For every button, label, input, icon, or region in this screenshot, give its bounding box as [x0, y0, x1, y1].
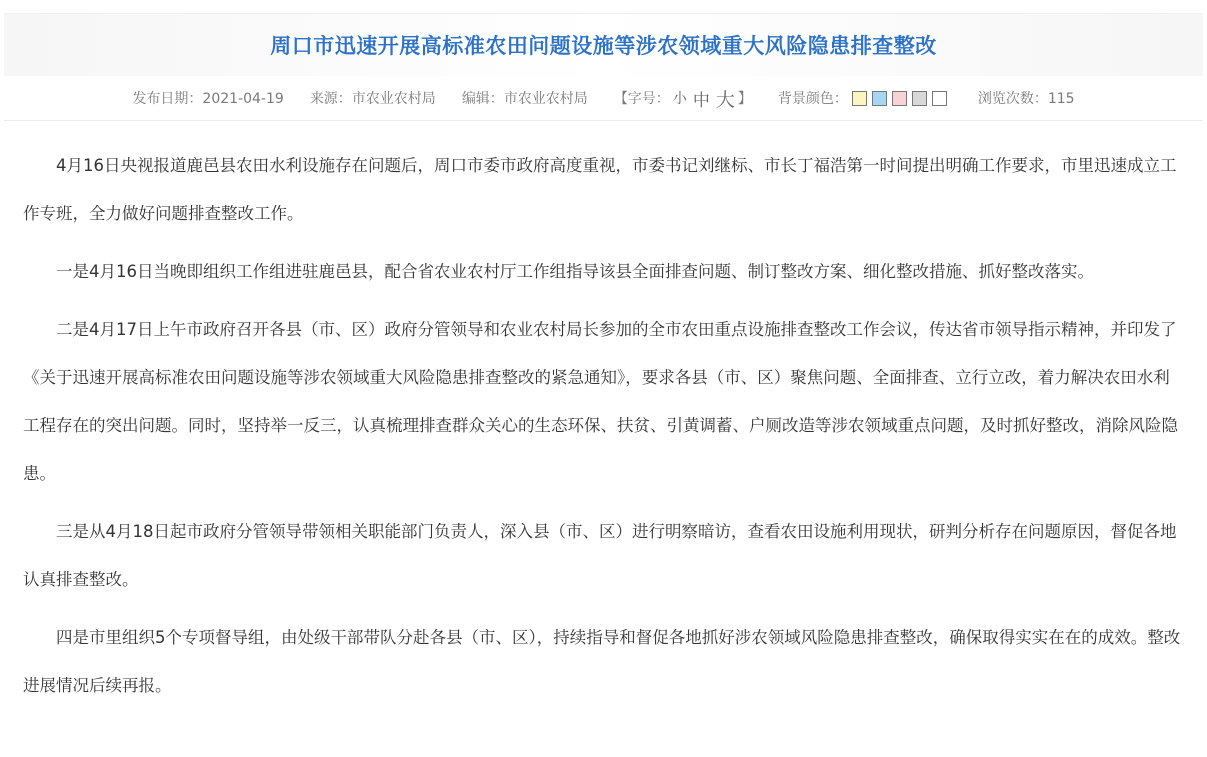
font-size-label-open: 【字号： [613, 91, 670, 107]
paragraph: 4月16日央视报道鹿邑县农田水利设施存在问题后，周口市委市政府高度重视，市委书记刘继标、市长丁福浩第一时间提出明确工作要求，市里迅速成立工作专班，全力做好问题排查整改工作。 [23, 156, 1177, 223]
bg-swatch-gray[interactable] [912, 91, 927, 106]
publish-date: 发布日期：2021-04-19 [132, 91, 284, 107]
source: 来源：市农业农村局 [309, 91, 436, 107]
paragraph: 四是市里组织5个专项督导组，由处级干部带队分赴各县（市、区），持续指导和督促各地抓好涉农领域风险隐患排查整改，确保取得实实在在的成效。整改进展情况后续再报。 [23, 628, 1181, 695]
bg-swatch-pink[interactable] [892, 91, 907, 106]
title-bar [4, 13, 1203, 76]
view-count: 浏览次数：115 [977, 91, 1075, 107]
font-medium-button[interactable]: 中 [692, 90, 710, 111]
paragraph: 一是4月16日当晚即组织工作组进驻鹿邑县，配合省农业农村厅工作组指导该县全面排查问题、制订整改方案、细化整改措施、抓好整改落实。 [56, 262, 1094, 281]
paragraph: 二是4月17日上午市政府召开各县（市、区）政府分管领导和农业农村局长参加的全市农田重点设施排查整改工作会议，传达省市领导指示精神，并印发了《关于迅速开展高标准农田问题设施等涉农领域重大风险隐患排查整改的紧急通知》，要求各县（市、区）聚焦问题、全面排查、立行立改，着力解决农田水利工程存在的突出问题。同时，坚持举一反三，认真梳理排查群众关心的生态环保、扶贫、引黄调蓄、户厕改造等涉农领域重点问题，及时抓好整改，消除风险隐患。 [23, 320, 1178, 483]
bg-swatch-blue[interactable] [872, 91, 887, 106]
bg-color-swatches [852, 91, 952, 106]
font-size-label-close: 】 [737, 91, 752, 107]
article-meta [4, 76, 1203, 121]
font-small-button[interactable]: 小 [672, 91, 687, 107]
article-title: 周口市迅速开展高标准农田问题设施等涉农领域重大风险隐患排查整改 [270, 34, 937, 58]
font-size-control [614, 85, 752, 112]
bg-swatch-white[interactable] [932, 91, 947, 106]
article-body [23, 142, 1183, 710]
editor: 编辑：市农业农村局 [461, 91, 588, 107]
bg-color-label: 背景颜色： [777, 91, 848, 107]
paragraph: 三是从4月18日起市政府分管领导带领相关职能部门负责人，深入县（市、区）进行明察暗访，查看农田设施利用现状，研判分析存在问题原因，督促各地认真排查整改。 [23, 522, 1177, 589]
bg-swatch-yellow[interactable] [852, 91, 867, 106]
bg-color-control [778, 88, 952, 108]
font-large-button[interactable]: 大 [715, 88, 735, 111]
